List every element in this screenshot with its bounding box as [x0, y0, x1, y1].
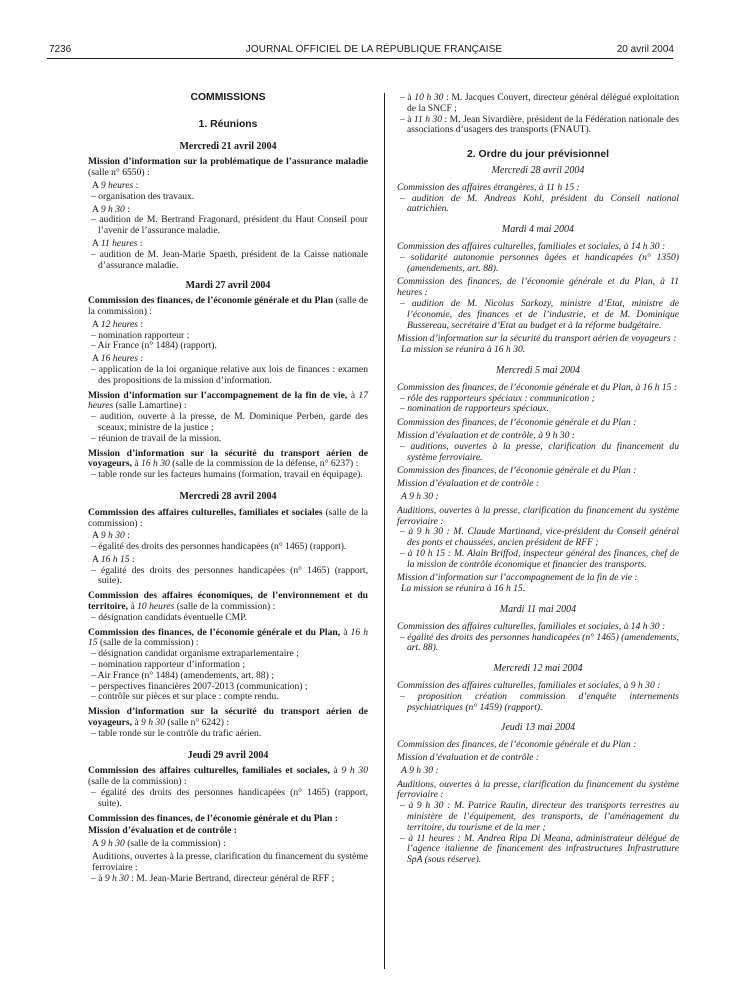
date-heading: Jeudi 13 mai 2004 [500, 722, 576, 734]
date-heading: Mardi 4 mai 2004 [501, 224, 575, 236]
entry-heading: Commission des finances, de l’économie générale et du Plan, à 16 h 15 : [397, 381, 678, 393]
item-text: : M. Jean-Marie Bertrand, directeur général de RFF ; [128, 872, 335, 884]
list-item: – nomination rapporteur ; [91, 329, 190, 341]
time-value: 9 h 30 [100, 838, 125, 850]
time-prefix: A [92, 179, 101, 191]
subsection-title: 2. Ordre du jour prévisionnel [466, 149, 610, 161]
entry-heading: Commission des affaires culturelles, familiales et sociales, à 14 h 30 : [397, 620, 666, 632]
time-prefix: A [92, 353, 101, 365]
date-heading: Mercredi 21 avril 2004 [179, 140, 277, 152]
entry-connector: à [128, 601, 138, 613]
entry-heading: Commission des affaires culturelles, familiales et sociales, à 14 h 30 : [397, 240, 666, 252]
paragraph: La mission se réunira à 16 h 30. [401, 344, 526, 356]
list-item: – égalité des droits des personnes handicapées (n° 1465) (rapport). [91, 541, 347, 553]
list-item: – égalité des droits des personnes handicapées (n° 1465) (amendements, art. 88). [400, 631, 679, 654]
list-item: – organisation des travaux. [91, 190, 195, 202]
entry-heading: Commission des affaires culturelles, familiales et sociales, à 9 h 30 : [397, 680, 661, 692]
entry-name: Commission des affaires culturelles, familiales et sociales [88, 506, 323, 518]
list-item: – à 9 h 30 : M. Claude Martinand, vice-président du Conseil général des ponts et chaussées, ancien président de RFF ; [400, 526, 679, 549]
list-item [397, 93, 679, 115]
date-heading: Jeudi 29 avril 2004 [187, 749, 269, 761]
list-item: – table ronde sur le contrôle du trafic aérien. [91, 727, 262, 739]
date-heading: Mercredi 5 mai 2004 [496, 364, 580, 376]
item-time: 10 h 30 [414, 92, 444, 103]
list-item: – égalité des droits des personnes handicapées (n° 1465) (rapport, suite). [91, 564, 368, 587]
entry-room: (salle de la commission) : [88, 776, 187, 788]
entry-name: Commission des affaires économiques, de l’environnement et du territoire, [88, 590, 368, 613]
list-item [88, 874, 368, 885]
list-item: – contrôle sur pièces et sur place : compte rendu. [91, 691, 279, 703]
time-value: 16 heures [100, 353, 139, 365]
list-item: – audition de M. Jean-Marie Spaeth, président de la Caisse nationale d’assurance maladie. [91, 248, 368, 271]
date-heading: Mercredi 28 avril 2004 [491, 164, 585, 176]
time-suffix: : [138, 318, 144, 330]
entry-heading: Mission d’information sur la sécurité du transport aérien de voyageurs : [397, 333, 677, 345]
date-heading: Mercredi 28 avril 2004 [179, 490, 277, 502]
list-item: – rôle des rapporteurs spéciaux : communication ; [400, 392, 595, 404]
time-prefix: A [92, 838, 101, 850]
section-title: COMMISSIONS [190, 92, 266, 103]
item-time: 9 h 30 [104, 872, 129, 884]
time-line: A 9 h 30 : [401, 490, 439, 502]
entry-heading [88, 449, 368, 471]
entry-name: Mission d’information sur la problématique de l’assurance maladie [88, 156, 368, 168]
time-prefix: A [92, 237, 101, 249]
item-prefix: – à [91, 872, 105, 884]
list-item: – désignation candidats éventuelle CMP. [91, 611, 247, 623]
list-item: – à 11 heures : M. Andrea Ripa Di Meana, administrateur délégué de l’agence italienne de financement des infrastructures Infrastrutture SpA (sous réserve). [400, 832, 679, 866]
entry-room: (salle de la commission) : [88, 295, 368, 317]
item-prefix: – à [400, 113, 414, 125]
entry-name: Mission d’information sur l’accompagnement de la fin de vie, [88, 389, 348, 401]
list-item: – audition de M. Bertrand Fragonard, président du Haut Conseil pour l’avenir de l’assurance maladie. [91, 214, 368, 237]
list-item: – audition de M. Andreas Kohl, président du Conseil national autrichien. [400, 192, 679, 215]
paragraph: La mission se réunira à 16 h 15. [401, 583, 526, 595]
entry-heading [88, 296, 368, 318]
entry-heading: Commission des finances, de l’économie générale et du Plan, à 11 heures : [397, 276, 679, 299]
entry-time: 16 h 30 [141, 458, 170, 470]
entry-time: 16 h 15 [88, 626, 368, 649]
journal-title: JOURNAL OFFICIEL DE LA RÉPUBLIQUE FRANÇAISE [245, 44, 503, 55]
entry-heading [88, 591, 368, 613]
item-text: : M. Jacques Couvert, directeur général délégué exploitation de la SNCF ; [407, 92, 680, 114]
entry-room: (salle de la commission) : [97, 637, 199, 649]
entry-heading [88, 508, 368, 530]
item-prefix: – à [400, 92, 415, 103]
paragraph: Auditions, ouvertes à la presse, clarification du financement du système ferroviaire : [397, 778, 679, 801]
header-rule [47, 58, 673, 59]
entry-time: 10 heures [137, 601, 175, 613]
entry-connector: à [340, 626, 351, 638]
page-number: 7236 [49, 44, 72, 55]
time-suffix: : [138, 353, 144, 365]
date-heading: Mardi 11 mai 2004 [499, 604, 577, 616]
issue-date: 20 avril 2004 [616, 44, 674, 55]
list-item: – perspectives financières 2007-2013 (communication) ; [91, 680, 308, 692]
time-line [88, 839, 368, 850]
entry-time: 17 heures [88, 389, 368, 412]
entry-heading: Mission d’information sur l’accompagnement de la fin de vie : [397, 572, 638, 584]
column-divider [384, 93, 385, 969]
entry-time: 9 h 30 [341, 765, 368, 777]
item-time: 11 h 30 [413, 113, 443, 125]
list-item: – audition de M. Nicolas Sarkozy, ministre d’Etat, ministre de l’économie, des finances et de l’industrie, et de M. Dominique Bussereau, secrétaire d’Etat au budget et à la réforme budgétaire. [400, 297, 679, 331]
entry-connector: à [131, 717, 142, 729]
entry-heading: Mission d’évaluation et de contrôle : [397, 478, 540, 490]
time-value: 9 heures [100, 179, 134, 191]
time-suffix: : [137, 237, 143, 249]
page-header [0, 44, 748, 58]
list-item [397, 115, 679, 137]
time-value: 9 h 30 [100, 203, 125, 215]
entry-heading: Mission d’évaluation et de contrôle : [88, 825, 237, 837]
entry-name: Commission des affaires culturelles, familiales et sociales, [88, 765, 330, 777]
time-prefix: A [92, 203, 101, 215]
entry-heading [88, 707, 368, 729]
entry-heading [88, 391, 368, 413]
entry-connector: à [347, 389, 359, 401]
entry-heading [88, 157, 368, 179]
date-heading: Mardi 27 avril 2004 [185, 280, 271, 292]
date-heading: Mercredi 12 mai 2004 [493, 663, 583, 675]
entry-heading: Mission d’évaluation et de contrôle, à 9 h 30 : [397, 429, 575, 441]
entry-heading [88, 628, 368, 650]
entry-heading: Commission des finances, de l’économie générale et du Plan : [88, 812, 338, 824]
time-suffix: : [129, 553, 135, 565]
time-suffix: : [124, 203, 130, 215]
left-column [88, 93, 368, 884]
time-suffix: (salle de la commission) : [124, 838, 226, 850]
entry-connector: à [131, 458, 142, 470]
time-value: 11 heures [100, 237, 138, 249]
entry-room: (salle Lamartine) : [113, 400, 187, 412]
time-line: A 9 h 30 : [401, 764, 439, 776]
entry-heading: Commission des finances, de l’économie générale et du Plan : [397, 739, 637, 751]
list-item: – nomination de rapporteurs spéciaux. [400, 403, 549, 415]
item-text: : M. Jean Sivardière, président de la Fédération nationale des associations d’usagers des transports (FNAUT). [407, 113, 679, 136]
time-suffix: : [124, 530, 130, 542]
list-item: – à 9 h 30 : M. Patrice Raulin, directeur des transports terrestres au ministère de l’équipement, des transports, de l’aménagement du territoire, du tourisme et de la mer ; [400, 800, 679, 833]
time-value: 16 h 15 [100, 553, 130, 565]
time-value: 12 heures [100, 318, 139, 330]
list-item: – audition, ouverte à la presse, de M. Dominique Perben, garde des sceaux, ministre de la justice ; [91, 411, 368, 433]
list-item: – nomination rapporteur d’information ; [91, 659, 245, 671]
entry-heading: Commission des affaires étrangères, à 11 h 15 : [397, 181, 580, 193]
paragraph: Auditions, ouvertes à la presse, clarification du financement du système ferroviaire : [92, 851, 368, 873]
time-line [88, 320, 368, 331]
list-item: – proposition création commission d’enquête internements psychiatriques (n° 1459) (rapport). [400, 690, 679, 713]
list-item: – égalité des droits des personnes handicapées (n° 1465) (rapport, suite). [91, 787, 368, 809]
list-item: – application de la loi organique relative aux lois de finances : examen des propositions de la mission d’information. [91, 363, 368, 386]
list-item: – table ronde sur les facteurs humains (formation, travail en équipage). [91, 469, 363, 481]
list-item: – désignation candidat organisme extraparlementaire ; [91, 648, 299, 660]
entry-room: (salle n° 6550) : [88, 167, 150, 179]
entry-room: (salle de la commission de la défense, n° 6237) : [169, 458, 359, 470]
time-prefix: A [92, 553, 101, 565]
list-item: – solidarité autonomie personnes âgées et handicapées (n° 1350) (amendements, art. 88). [400, 251, 679, 274]
time-prefix: A [92, 530, 101, 542]
entry-name: Commission des finances, de l’économie générale et du Plan, [88, 626, 341, 638]
list-item: – réunion de travail de la mission. [91, 432, 222, 444]
entry-connector: à [329, 765, 342, 777]
entry-room: (salle de la commission) : [174, 601, 276, 613]
time-value: 9 h 30 [100, 530, 125, 542]
entry-room: (salle n° 6242) : [165, 717, 230, 729]
time-prefix: A [92, 318, 101, 330]
list-item: – Air France (n° 1484) (rapport). [91, 340, 217, 352]
entry-heading: Commission des finances, de l’économie générale et du Plan : [397, 417, 637, 429]
list-item: – à 10 h 15 : M. Alain Briffod, inspecteur général des finances, chef de la mission de contrôle économique et financier des transports. [400, 547, 679, 570]
entry-heading: Mission d’évaluation et de contrôle : [397, 752, 540, 764]
entry-name: Commission des finances, de l’économie générale et du Plan [88, 295, 334, 307]
paragraph: Auditions, ouvertes à la presse, clarification du financement du système ferroviaire : [397, 504, 679, 527]
list-item: – auditions, ouvertes à la presse, clarification du financement du système ferroviaire. [400, 440, 679, 463]
entry-name: Mission d’information sur la sécurité du transport aérien de voyageurs, [88, 447, 368, 470]
entry-heading [88, 766, 368, 788]
time-suffix: : [133, 179, 139, 191]
list-item: – Air France (n° 1484) (amendements, art. 88) ; [91, 669, 274, 681]
right-column [397, 93, 679, 866]
entry-room: (salle de la commission) : [88, 506, 368, 529]
subsection-title: 1. Réunions [198, 118, 258, 130]
entry-name: Mission d’information sur la sécurité du transport aérien de voyageurs, [88, 706, 368, 729]
entry-time: 9 h 30 [141, 717, 166, 729]
entry-heading: Commission des finances, de l’économie générale et du Plan : [397, 465, 637, 477]
